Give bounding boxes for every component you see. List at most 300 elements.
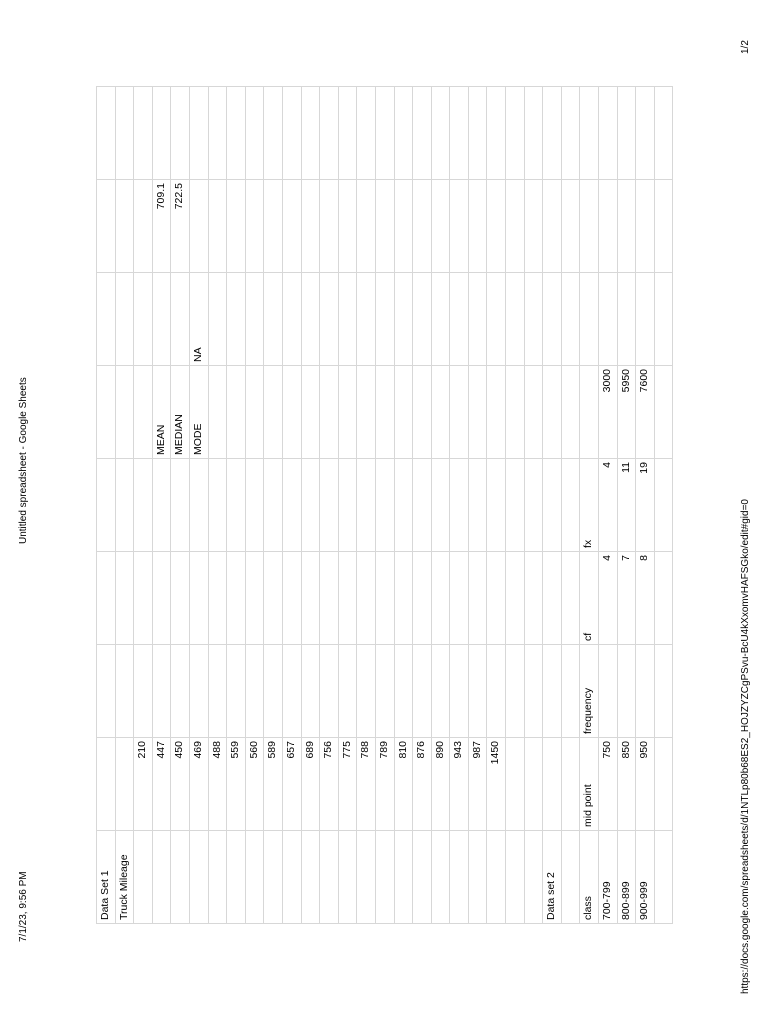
sheet-cell bbox=[654, 366, 673, 459]
sheet-cell bbox=[357, 273, 376, 366]
sheet-cell bbox=[561, 180, 580, 273]
sheet-cell bbox=[543, 273, 562, 366]
sheet-cell bbox=[431, 552, 450, 645]
sheet-cell bbox=[245, 552, 264, 645]
sheet-cell: 890 bbox=[431, 738, 450, 831]
sheet-cell: 210 bbox=[134, 738, 153, 831]
sheet-row bbox=[413, 87, 432, 924]
sheet-row bbox=[282, 87, 301, 924]
sheet-cell bbox=[561, 831, 580, 924]
sheet-cell bbox=[301, 552, 320, 645]
sheet-cell bbox=[97, 180, 116, 273]
sheet-cell bbox=[487, 552, 506, 645]
sheet-cell: Truck Mileage bbox=[115, 831, 134, 924]
sheet-cell bbox=[561, 552, 580, 645]
sheet-cell: fx bbox=[580, 459, 599, 552]
sheet-cell bbox=[171, 459, 190, 552]
sheet-cell bbox=[487, 273, 506, 366]
sheet-cell bbox=[450, 645, 469, 738]
sheet-cell bbox=[282, 273, 301, 366]
sheet-cell: 8 bbox=[636, 552, 655, 645]
sheet-cell bbox=[152, 831, 171, 924]
sheet-cell bbox=[375, 459, 394, 552]
print-page-number: 1/2 bbox=[740, 40, 751, 54]
spreadsheet-grid bbox=[96, 86, 673, 924]
print-title: Untitled spreadsheet - Google Sheets bbox=[18, 377, 29, 544]
sheet-cell bbox=[115, 366, 134, 459]
sheet-cell: frequency bbox=[580, 645, 599, 738]
sheet-cell bbox=[152, 459, 171, 552]
sheet-cell bbox=[282, 366, 301, 459]
sheet-cell bbox=[227, 645, 246, 738]
sheet-cell bbox=[189, 180, 208, 273]
sheet-cell bbox=[245, 831, 264, 924]
sheet-row bbox=[189, 87, 208, 924]
sheet-cell bbox=[506, 87, 525, 180]
sheet-cell bbox=[115, 459, 134, 552]
sheet-cell bbox=[208, 366, 227, 459]
sheet-cell: 756 bbox=[320, 738, 339, 831]
sheet-cell bbox=[636, 645, 655, 738]
sheet-cell bbox=[413, 831, 432, 924]
sheet-cell bbox=[227, 552, 246, 645]
sheet-cell bbox=[524, 831, 543, 924]
sheet-cell bbox=[375, 831, 394, 924]
sheet-row bbox=[543, 87, 562, 924]
sheet-cell bbox=[524, 180, 543, 273]
sheet-cell bbox=[152, 552, 171, 645]
sheet-cell bbox=[320, 273, 339, 366]
sheet-cell bbox=[468, 366, 487, 459]
sheet-cell bbox=[561, 645, 580, 738]
sheet-cell bbox=[524, 366, 543, 459]
sheet-cell: 689 bbox=[301, 738, 320, 831]
sheet-cell bbox=[208, 87, 227, 180]
print-url: https://docs.google.com/spreadsheets/d/1NTLp80b68ES2_HOJZYZCgPSvu-BcU4kXxomvHAFSGko/edit#gid=0 bbox=[740, 499, 751, 994]
sheet-cell bbox=[152, 87, 171, 180]
sheet-cell bbox=[208, 645, 227, 738]
sheet-cell: 788 bbox=[357, 738, 376, 831]
sheet-cell bbox=[357, 180, 376, 273]
sheet-cell bbox=[468, 273, 487, 366]
sheet-cell: Data Set 1 bbox=[97, 831, 116, 924]
sheet-cell bbox=[189, 87, 208, 180]
sheet-cell bbox=[301, 645, 320, 738]
sheet-cell bbox=[599, 273, 618, 366]
sheet-cell bbox=[506, 831, 525, 924]
sheet-cell bbox=[115, 552, 134, 645]
sheet-cell: 1450 bbox=[487, 738, 506, 831]
sheet-cell: 876 bbox=[413, 738, 432, 831]
sheet-cell bbox=[264, 831, 283, 924]
sheet-row bbox=[580, 87, 599, 924]
sheet-cell bbox=[375, 180, 394, 273]
sheet-cell bbox=[134, 459, 153, 552]
sheet-cell bbox=[171, 831, 190, 924]
sheet-cell bbox=[413, 459, 432, 552]
sheet-cell bbox=[543, 645, 562, 738]
sheet-cell bbox=[561, 87, 580, 180]
sheet-row bbox=[617, 87, 636, 924]
sheet-cell bbox=[394, 366, 413, 459]
sheet-row bbox=[152, 87, 171, 924]
sheet-cell: 450 bbox=[171, 738, 190, 831]
sheet-cell: MEAN bbox=[152, 366, 171, 459]
sheet-cell bbox=[264, 273, 283, 366]
sheet-cell bbox=[561, 366, 580, 459]
sheet-cell bbox=[97, 738, 116, 831]
sheet-cell: 850 bbox=[617, 738, 636, 831]
sheet-row bbox=[357, 87, 376, 924]
sheet-cell bbox=[431, 87, 450, 180]
sheet-cell bbox=[134, 552, 153, 645]
sheet-cell bbox=[338, 645, 357, 738]
sheet-cell bbox=[450, 831, 469, 924]
sheet-row bbox=[171, 87, 190, 924]
sheet-cell bbox=[208, 552, 227, 645]
sheet-cell bbox=[413, 645, 432, 738]
sheet-cell bbox=[320, 552, 339, 645]
sheet-cell bbox=[320, 831, 339, 924]
sheet-cell bbox=[338, 366, 357, 459]
sheet-cell bbox=[506, 552, 525, 645]
sheet-cell bbox=[301, 831, 320, 924]
sheet-cell bbox=[245, 366, 264, 459]
sheet-cell: 469 bbox=[189, 738, 208, 831]
sheet-cell bbox=[431, 366, 450, 459]
sheet-cell bbox=[487, 366, 506, 459]
sheet-cell: 447 bbox=[152, 738, 171, 831]
sheet-cell: 810 bbox=[394, 738, 413, 831]
sheet-cell bbox=[320, 645, 339, 738]
sheet-cell bbox=[264, 180, 283, 273]
sheet-cell bbox=[357, 645, 376, 738]
sheet-cell bbox=[171, 273, 190, 366]
sheet-row bbox=[264, 87, 283, 924]
sheet-cell: 7 bbox=[617, 552, 636, 645]
sheet-cell: 657 bbox=[282, 738, 301, 831]
sheet-cell bbox=[524, 738, 543, 831]
sheet-cell bbox=[524, 459, 543, 552]
sheet-cell bbox=[245, 87, 264, 180]
sheet-cell bbox=[468, 87, 487, 180]
sheet-cell bbox=[617, 180, 636, 273]
sheet-cell bbox=[357, 87, 376, 180]
sheet-cell bbox=[450, 180, 469, 273]
sheet-cell bbox=[338, 87, 357, 180]
sheet-cell bbox=[227, 831, 246, 924]
sheet-cell bbox=[506, 459, 525, 552]
sheet-cell bbox=[208, 180, 227, 273]
sheet-cell bbox=[320, 87, 339, 180]
sheet-cell bbox=[654, 459, 673, 552]
sheet-cell bbox=[413, 273, 432, 366]
sheet-cell bbox=[97, 459, 116, 552]
sheet-cell bbox=[264, 87, 283, 180]
sheet-cell bbox=[282, 831, 301, 924]
sheet-cell: 943 bbox=[450, 738, 469, 831]
sheet-cell bbox=[524, 552, 543, 645]
sheet-cell: 900-999 bbox=[636, 831, 655, 924]
sheet-cell bbox=[338, 552, 357, 645]
sheet-cell bbox=[301, 459, 320, 552]
sheet-cell bbox=[115, 180, 134, 273]
sheet-cell bbox=[227, 87, 246, 180]
sheet-cell bbox=[654, 831, 673, 924]
sheet-cell bbox=[115, 87, 134, 180]
sheet-cell bbox=[115, 738, 134, 831]
sheet-cell bbox=[487, 87, 506, 180]
sheet-cell: 709.1 bbox=[152, 180, 171, 273]
sheet-cell bbox=[227, 366, 246, 459]
sheet-cell bbox=[524, 645, 543, 738]
sheet-cell bbox=[282, 180, 301, 273]
print-date-time: 7/1/23, 9:56 PM bbox=[18, 871, 29, 942]
sheet-cell bbox=[357, 831, 376, 924]
sheet-row bbox=[320, 87, 339, 924]
sheet-cell bbox=[654, 273, 673, 366]
sheet-cell bbox=[580, 273, 599, 366]
sheet-cell: 987 bbox=[468, 738, 487, 831]
sheet-cell bbox=[561, 738, 580, 831]
sheet-cell: 800-899 bbox=[617, 831, 636, 924]
sheet-cell: 950 bbox=[636, 738, 655, 831]
sheet-cell bbox=[357, 552, 376, 645]
sheet-cell bbox=[450, 552, 469, 645]
sheet-cell bbox=[413, 87, 432, 180]
sheet-cell bbox=[599, 87, 618, 180]
sheet-row bbox=[506, 87, 525, 924]
sheet-row bbox=[450, 87, 469, 924]
sheet-cell bbox=[301, 366, 320, 459]
sheet-cell bbox=[580, 366, 599, 459]
sheet-row bbox=[431, 87, 450, 924]
sheet-cell: 19 bbox=[636, 459, 655, 552]
sheet-cell bbox=[450, 87, 469, 180]
sheet-cell: 5950 bbox=[617, 366, 636, 459]
sheet-cell bbox=[450, 273, 469, 366]
sheet-cell bbox=[561, 273, 580, 366]
sheet-cell bbox=[171, 87, 190, 180]
sheet-cell bbox=[282, 87, 301, 180]
sheet-cell bbox=[208, 459, 227, 552]
sheet-cell bbox=[171, 552, 190, 645]
sheet-cell bbox=[338, 273, 357, 366]
sheet-cell bbox=[543, 180, 562, 273]
sheet-cell bbox=[97, 366, 116, 459]
sheet-row bbox=[338, 87, 357, 924]
sheet-cell bbox=[468, 831, 487, 924]
sheet-cell bbox=[394, 645, 413, 738]
sheet-cell bbox=[636, 87, 655, 180]
sheet-cell: 700-799 bbox=[599, 831, 618, 924]
sheet-row bbox=[654, 87, 673, 924]
sheet-cell bbox=[580, 180, 599, 273]
sheet-cell bbox=[636, 180, 655, 273]
sheet-cell bbox=[654, 180, 673, 273]
sheet-cell bbox=[152, 645, 171, 738]
sheet-cell bbox=[543, 366, 562, 459]
sheet-cell bbox=[264, 645, 283, 738]
sheet-cell bbox=[413, 552, 432, 645]
sheet-cell bbox=[431, 645, 450, 738]
sheet-cell bbox=[450, 366, 469, 459]
sheet-cell bbox=[189, 645, 208, 738]
sheet-cell bbox=[468, 180, 487, 273]
sheet-cell bbox=[245, 459, 264, 552]
sheet-cell: 11 bbox=[617, 459, 636, 552]
sheet-cell bbox=[320, 366, 339, 459]
sheet-cell bbox=[543, 87, 562, 180]
sheet-cell bbox=[208, 273, 227, 366]
sheet-cell bbox=[580, 87, 599, 180]
sheet-cell bbox=[654, 645, 673, 738]
sheet-cell bbox=[543, 459, 562, 552]
sheet-cell bbox=[468, 459, 487, 552]
sheet-cell bbox=[301, 87, 320, 180]
sheet-cell bbox=[227, 459, 246, 552]
sheet-cell bbox=[468, 645, 487, 738]
sheet-cell bbox=[431, 831, 450, 924]
sheet-cell bbox=[171, 645, 190, 738]
sheet-cell bbox=[338, 831, 357, 924]
sheet-row bbox=[115, 87, 134, 924]
sheet-row bbox=[394, 87, 413, 924]
sheet-cell bbox=[134, 87, 153, 180]
sheet-cell bbox=[338, 180, 357, 273]
sheet-cell bbox=[375, 552, 394, 645]
sheet-cell: 789 bbox=[375, 738, 394, 831]
sheet-cell bbox=[189, 831, 208, 924]
sheet-cell: 560 bbox=[245, 738, 264, 831]
sheet-cell: MEDIAN bbox=[171, 366, 190, 459]
sheet-cell bbox=[617, 645, 636, 738]
sheet-row bbox=[375, 87, 394, 924]
sheet-cell bbox=[617, 87, 636, 180]
sheet-cell: 4 bbox=[599, 459, 618, 552]
sheet-cell bbox=[134, 645, 153, 738]
sheet-cell bbox=[394, 87, 413, 180]
sheet-cell: cf bbox=[580, 552, 599, 645]
sheet-cell bbox=[506, 366, 525, 459]
sheet-cell: 488 bbox=[208, 738, 227, 831]
sheet-cell bbox=[338, 459, 357, 552]
sheet-cell bbox=[394, 831, 413, 924]
sheet-cell bbox=[264, 552, 283, 645]
sheet-cell bbox=[134, 273, 153, 366]
sheet-cell: MODE bbox=[189, 366, 208, 459]
sheet-cell bbox=[282, 645, 301, 738]
sheet-row bbox=[468, 87, 487, 924]
sheet-cell bbox=[375, 273, 394, 366]
sheet-cell bbox=[654, 87, 673, 180]
sheet-row bbox=[561, 87, 580, 924]
sheet-cell bbox=[487, 645, 506, 738]
sheet-cell bbox=[97, 273, 116, 366]
sheet-cell bbox=[134, 831, 153, 924]
sheet-cell: 750 bbox=[599, 738, 618, 831]
sheet-cell bbox=[320, 180, 339, 273]
sheet-cell bbox=[227, 273, 246, 366]
sheet-cell bbox=[375, 645, 394, 738]
sheet-cell bbox=[450, 459, 469, 552]
sheet-cell bbox=[97, 645, 116, 738]
sheet-cell bbox=[394, 552, 413, 645]
sheet-cell bbox=[599, 180, 618, 273]
sheet-row bbox=[301, 87, 320, 924]
sheet-row bbox=[134, 87, 153, 924]
sheet-cell bbox=[506, 273, 525, 366]
sheet-cell bbox=[394, 459, 413, 552]
sheet-cell bbox=[506, 180, 525, 273]
sheet-cell bbox=[245, 180, 264, 273]
sheet-cell bbox=[152, 273, 171, 366]
sheet-row bbox=[487, 87, 506, 924]
sheet-cell bbox=[227, 180, 246, 273]
sheet-cell: 7600 bbox=[636, 366, 655, 459]
sheet-row bbox=[524, 87, 543, 924]
sheet-cell bbox=[264, 366, 283, 459]
sheet-cell bbox=[487, 831, 506, 924]
sheet-cell bbox=[543, 738, 562, 831]
sheet-cell bbox=[189, 459, 208, 552]
sheet-cell bbox=[506, 645, 525, 738]
sheet-cell bbox=[543, 552, 562, 645]
sheet-cell bbox=[636, 273, 655, 366]
sheet-row bbox=[97, 87, 116, 924]
sheet-cell: mid point bbox=[580, 738, 599, 831]
sheet-cell bbox=[599, 645, 618, 738]
sheet-row bbox=[245, 87, 264, 924]
sheet-cell bbox=[413, 366, 432, 459]
sheet-cell bbox=[357, 366, 376, 459]
sheet-cell bbox=[654, 738, 673, 831]
sheet-cell bbox=[375, 87, 394, 180]
sheet-cell bbox=[394, 180, 413, 273]
sheet-cell: 589 bbox=[264, 738, 283, 831]
sheet-cell: 4 bbox=[599, 552, 618, 645]
sheet-cell: Data set 2 bbox=[543, 831, 562, 924]
sheet-cell bbox=[282, 459, 301, 552]
sheet-cell bbox=[375, 366, 394, 459]
sheet-cell bbox=[654, 552, 673, 645]
sheet-cell bbox=[431, 273, 450, 366]
sheet-cell bbox=[320, 459, 339, 552]
sheet-cell bbox=[468, 552, 487, 645]
sheet-cell bbox=[245, 273, 264, 366]
sheet-cell bbox=[115, 273, 134, 366]
sheet-cell bbox=[413, 180, 432, 273]
sheet-cell: 559 bbox=[227, 738, 246, 831]
sheet-cell bbox=[617, 273, 636, 366]
sheet-cell bbox=[357, 459, 376, 552]
sheet-cell bbox=[524, 273, 543, 366]
sheet-row bbox=[227, 87, 246, 924]
sheet-cell: NA bbox=[189, 273, 208, 366]
sheet-cell: class bbox=[580, 831, 599, 924]
sheet-cell bbox=[282, 552, 301, 645]
sheet-cell bbox=[189, 552, 208, 645]
sheet-cell: 722.5 bbox=[171, 180, 190, 273]
sheet-cell bbox=[115, 645, 134, 738]
sheet-row bbox=[208, 87, 227, 924]
sheet-cell bbox=[97, 87, 116, 180]
sheet-cell bbox=[134, 366, 153, 459]
sheet-cell bbox=[264, 459, 283, 552]
sheet-cell bbox=[394, 273, 413, 366]
sheet-row bbox=[599, 87, 618, 924]
sheet-cell bbox=[524, 87, 543, 180]
